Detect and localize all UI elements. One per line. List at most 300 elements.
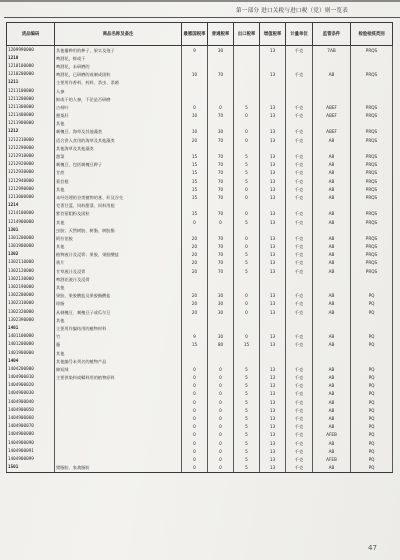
supervision-condition: AB [313,423,351,431]
export-rate: 0 [234,112,260,120]
unit: 千克 [286,259,313,267]
vat-rate [260,87,286,95]
supervision-condition: AB [313,447,351,455]
mfn-rate: 10 [182,112,208,120]
unit: 千克 [286,455,313,463]
general-rate: 0 [208,423,234,431]
export-rate: 5 [234,251,260,259]
mfn-rate: 0 [182,382,208,390]
export-rate [234,87,260,95]
hs-code: 1404900030 [7,390,55,398]
export-rate [234,226,260,234]
export-rate [234,71,260,79]
general-rate [208,283,234,291]
vat-rate [260,283,286,291]
mfn-rate [182,144,208,152]
table-row [7,54,393,62]
supervision-condition: AB [313,398,351,406]
supervision-condition [313,95,351,103]
mfn-rate: 20 [182,308,208,316]
goods-name: 甘草液汁及浸膏 [55,267,182,275]
table-row [7,390,393,398]
table-header-row [7,23,393,46]
unit: 千克 [286,308,313,316]
mfn-rate [182,275,208,283]
goods-name: 其他编号未列名的植物产品 [55,357,182,365]
table-row [7,414,393,422]
supervision-condition [313,202,351,210]
hs-code: 1404900070 [7,423,55,431]
inspection-category [351,349,393,357]
hs-code: 1302 [7,251,55,259]
hs-code: 1211900000 [7,120,55,128]
supervision-condition: AB [313,300,351,308]
table-row [7,382,393,390]
hs-code: 1501 [7,464,55,473]
general-rate [208,324,234,332]
header-rule [4,17,400,18]
general-rate: 70 [208,161,234,169]
inspection-category: PQ [351,406,393,414]
export-rate: 0 [234,300,260,308]
inspection-category [351,54,393,62]
export-rate [234,79,260,87]
unit [286,324,313,332]
inspection-category: PQ [351,439,393,447]
general-rate: 0 [208,365,234,373]
unit: 千克 [286,46,313,55]
table-row [7,267,393,275]
supervision-condition: AB [313,71,351,79]
unit: 千克 [286,185,313,193]
goods-name: 刺槐豆，包括刺槐豆种子 [55,161,182,169]
vat-rate [260,275,286,283]
unit: 千克 [286,439,313,447]
vat-rate: 13 [260,185,286,193]
hs-code: 1211200000 [7,95,55,103]
hs-code: 1212290000 [7,144,55,152]
goods-name: 其他 [55,243,182,251]
export-rate: 0 [234,292,260,300]
hs-code: 1212930000 [7,169,55,177]
general-rate: 0 [208,390,234,398]
mfn-rate: 0 [182,431,208,439]
general-rate: 0 [208,103,234,111]
inspection-category: PRQS [351,169,393,177]
export-rate [234,95,260,103]
hs-code: 1212920000 [7,161,55,169]
inspection-category [351,324,393,332]
mfn-rate: 20 [182,234,208,242]
inspection-category: PRQS [351,185,393,193]
unit: 千克 [286,128,313,136]
mfn-rate [182,87,208,95]
inspection-category: PQ [351,390,393,398]
supervision-condition: AB [313,152,351,160]
unit: 千克 [286,243,313,251]
goods-name: 棉短绒 [55,365,182,373]
export-rate: 5 [234,267,260,275]
table-row [7,324,393,332]
inspection-category: PRQS [351,218,393,226]
unit: 千克 [286,210,313,218]
table-row [7,144,393,152]
table-row [7,226,393,234]
supervision-condition: ABEF [313,103,351,111]
goods-name: 菊苣根 [55,177,182,185]
goods-name: 人参 [55,87,182,95]
hs-code: 1302200000 [7,292,55,300]
table-row [7,283,393,291]
general-rate: 30 [208,333,234,341]
vat-rate: 13 [260,193,286,201]
supervision-condition [313,62,351,70]
mfn-rate: 15 [182,152,208,160]
export-rate: 0 [234,234,260,242]
inspection-category: PRQS [351,71,393,79]
goods-name [55,439,182,447]
export-rate: 5 [234,365,260,373]
inspection-category [351,202,393,210]
goods-name: 主要用作香料、药料、杀虫、杀菌 [55,79,182,87]
supervision-condition: AB [313,193,351,201]
inspection-category: PRQS [351,161,393,169]
table-row [7,136,393,144]
top-border [0,0,400,2]
goods-name: 适合供人食用的海草及其他藻类 [55,136,182,144]
export-rate: 5 [234,177,260,185]
supervision-condition: AB [313,136,351,144]
goods-name: 芜菁甘蓝、饲料甜菜、饲料用根 [55,202,182,210]
table-row [7,95,393,103]
inspection-category [351,226,393,234]
unit: 千克 [286,234,313,242]
table-row [7,79,393,87]
inspection-category [351,316,393,324]
general-rate: 0 [208,455,234,463]
table-row [7,365,393,373]
general-rate: 0 [208,374,234,382]
general-rate: 80 [208,341,234,349]
inspection-category: PQ [351,464,393,473]
unit: 千克 [286,193,313,201]
mfn-rate: 20 [182,259,208,267]
table-row [7,62,393,70]
supervision-condition: AB [313,210,351,218]
unit [286,54,313,62]
supervision-condition: AB [313,308,351,316]
export-rate: 5 [234,382,260,390]
mfn-rate: 0 [182,390,208,398]
inspection-category: PQ [351,423,393,431]
inspection-category: PQ [351,341,393,349]
general-rate: 70 [208,193,234,201]
vat-rate: 13 [260,234,286,242]
tariff-table [6,22,393,473]
hs-code: 1401900000 [7,349,55,357]
goods-name [55,455,182,463]
unit: 千克 [286,161,313,169]
vat-rate: 13 [260,112,286,120]
inspection-category [351,95,393,103]
general-rate-header: 普通税率 [208,23,234,46]
unit [286,87,313,95]
export-rate: 5 [234,390,260,398]
supervision-condition [313,283,351,291]
goods-name: 其他海草及其他藻类 [55,144,182,152]
goods-name [55,423,182,431]
supervision-condition: AB [313,185,351,193]
table-row [7,251,393,259]
table-row [7,398,393,406]
vat-rate: 13 [260,71,286,79]
supervision-condition [313,275,351,283]
hs-code: 1302130000 [7,275,55,283]
general-rate: 30 [208,128,234,136]
inspection-category [351,357,393,365]
goods-name: 其他播种用的种子、果实及孢子 [55,46,182,55]
mfn-rate: 15 [182,177,208,185]
mfn-rate: 0 [182,374,208,382]
inspection-category: PRQS [351,136,393,144]
table-row [7,185,393,193]
unit [286,316,313,324]
supervision-condition: AB [313,464,351,473]
mfn-rate: 20 [182,136,208,144]
unit [286,144,313,152]
hs-code: 1210 [7,54,55,62]
general-rate: 70 [208,71,234,79]
vat-rate: 13 [260,251,286,259]
vat-rate: 13 [260,455,286,463]
inspection-category [351,62,393,70]
goods-name: 其他 [55,349,182,357]
supervision-condition [313,324,351,332]
supervision-condition: AB [313,406,351,414]
vat-rate [260,324,286,332]
vat-rate: 13 [260,243,286,251]
general-rate: 0 [208,439,234,447]
mfn-rate: 15 [182,169,208,177]
export-rate: 5 [234,414,260,422]
vat-rate: 13 [260,447,286,455]
export-rate [234,357,260,365]
hs-code: 1302190000 [7,283,55,291]
mfn-rate: 0 [182,365,208,373]
general-rate [208,202,234,210]
supervision-condition [313,144,351,152]
vat-rate: 13 [260,423,286,431]
vat-rate [260,79,286,87]
goods-name [55,382,182,390]
page-header: 第一部分 进口关税与进口税（党）则一览表 [236,8,349,14]
hs-code: 1404900091 [7,447,55,455]
supervision-condition: AB [313,259,351,267]
inspection-category [351,144,393,152]
inspection-category: PQ [351,455,393,463]
supervision-condition: AB [313,365,351,373]
goods-name: 甜菜 [55,152,182,160]
goods-name: 古柯叶 [55,103,182,111]
vat-rate [260,95,286,103]
table-row [7,218,393,226]
inspection-header: 检验检疫类别 [351,23,393,46]
table-row [7,177,393,185]
unit: 千克 [286,398,313,406]
goods-name: 植物液汁及浸膏；果胶、果胶酸盐 [55,251,182,259]
supervision-condition [313,226,351,234]
inspection-category: PRQS [351,103,393,111]
unit: 千克 [286,365,313,373]
general-rate: 0 [208,398,234,406]
table-row [7,349,393,357]
supervision-condition [313,316,351,324]
supervision-condition: AB [313,243,351,251]
table-row [7,431,393,439]
unit: 千克 [286,333,313,341]
goods-name: 其他 [55,120,182,128]
unit: 千克 [286,267,313,275]
hs-code: 1212210000 [7,136,55,144]
supervision-condition: ABEF [313,112,351,120]
unit [286,120,313,128]
mfn-rate [182,226,208,234]
vat-rate [260,62,286,70]
goods-name [55,406,182,414]
hs-code: 1404900020 [7,382,55,390]
general-rate [208,144,234,152]
mfn-rate [182,95,208,103]
inspection-category [351,87,393,95]
export-rate [234,275,260,283]
table-row [7,406,393,414]
inspection-category [351,79,393,87]
vat-rate [260,120,286,128]
export-rate: 5 [234,423,260,431]
table-row [7,161,393,169]
vat-rate: 13 [260,365,286,373]
supervision-condition: AB [313,439,351,447]
general-rate: 70 [208,152,234,160]
supervision-condition: AB [313,177,351,185]
general-rate: 70 [208,136,234,144]
hs-code: 1302310000 [7,300,55,308]
export-rate: 5 [234,455,260,463]
supervision-condition [313,357,351,365]
goods-name [55,398,182,406]
inspection-category [351,283,393,291]
unit: 千克 [286,112,313,120]
inspection-category: PRQS [351,193,393,201]
unit [286,79,313,87]
inspection-category: PQ [351,308,393,316]
table-row [7,300,393,308]
goods-name: 紫苜蓿粗粉及团粒 [55,210,182,218]
inspection-category: PRQS [351,210,393,218]
mfn-rate [182,120,208,128]
export-rate [234,46,260,55]
table-row [7,374,393,382]
mfn-rate [182,283,208,291]
supervision-condition: AB [313,267,351,275]
vat-rate: 13 [260,431,286,439]
unit [286,202,313,210]
code-header: 货品编码 [7,23,55,46]
export-rate: 0 [234,333,260,341]
table-row [7,292,393,300]
vat-rate: 13 [260,169,286,177]
table-row [7,341,393,349]
vat-rate: 13 [260,136,286,144]
goods-name [55,414,182,422]
export-rate [234,144,260,152]
mfn-rate: 15 [182,193,208,201]
mfn-rate: 0 [182,447,208,455]
hs-code: 1301 [7,226,55,234]
table-row [7,423,393,431]
mfn-rate [182,349,208,357]
export-rate: 5 [234,431,260,439]
hs-code: 1301200000 [7,234,55,242]
general-rate: 30 [208,308,234,316]
export-rate: 0 [234,308,260,316]
export-rate [234,316,260,324]
general-rate: 30 [208,300,234,308]
supervision-condition: AB [313,341,351,349]
vat-rate [260,54,286,62]
mfn-rate: 0 [182,439,208,447]
table-row [7,193,393,201]
export-rate: 5 [234,439,260,447]
mfn-rate: 20 [182,243,208,251]
mfn-rate: 0 [182,406,208,414]
export-rate: 0 [234,136,260,144]
general-rate: 70 [208,251,234,259]
goods-name: 主要供染料或鞣料用的植物原料 [55,374,182,382]
supervision-condition [313,120,351,128]
unit: 千克 [286,341,313,349]
table-row [7,46,393,55]
export-rate: 5 [234,103,260,111]
general-rate [208,95,234,103]
unit [286,275,313,283]
inspection-category [351,275,393,283]
vat-rate: 13 [260,292,286,300]
mfn-rate [182,54,208,62]
page-number: 47 [368,544,377,552]
unit: 千克 [286,464,313,473]
goods-name [55,447,182,455]
hs-code: 1302390000 [7,316,55,324]
unit [286,283,313,291]
hs-code: 1404900040 [7,398,55,406]
inspection-category: PRQS [351,251,393,259]
table-row [7,357,393,365]
mfn-rate [182,79,208,87]
unit: 千克 [286,103,313,111]
unit [286,95,313,103]
general-rate: 0 [208,447,234,455]
inspection-category: PQ [351,414,393,422]
inspection-category: PRQS [351,128,393,136]
goods-name: 猪脂肪、家禽脂肪 [55,464,182,473]
hs-code: 1302110000 [7,259,55,267]
mfn-rate: 0 [182,455,208,463]
supervision-condition: AFEB [313,455,351,463]
export-rate: 0 [234,243,260,251]
export-rate: 5 [234,152,260,160]
vat-rate: 13 [260,398,286,406]
